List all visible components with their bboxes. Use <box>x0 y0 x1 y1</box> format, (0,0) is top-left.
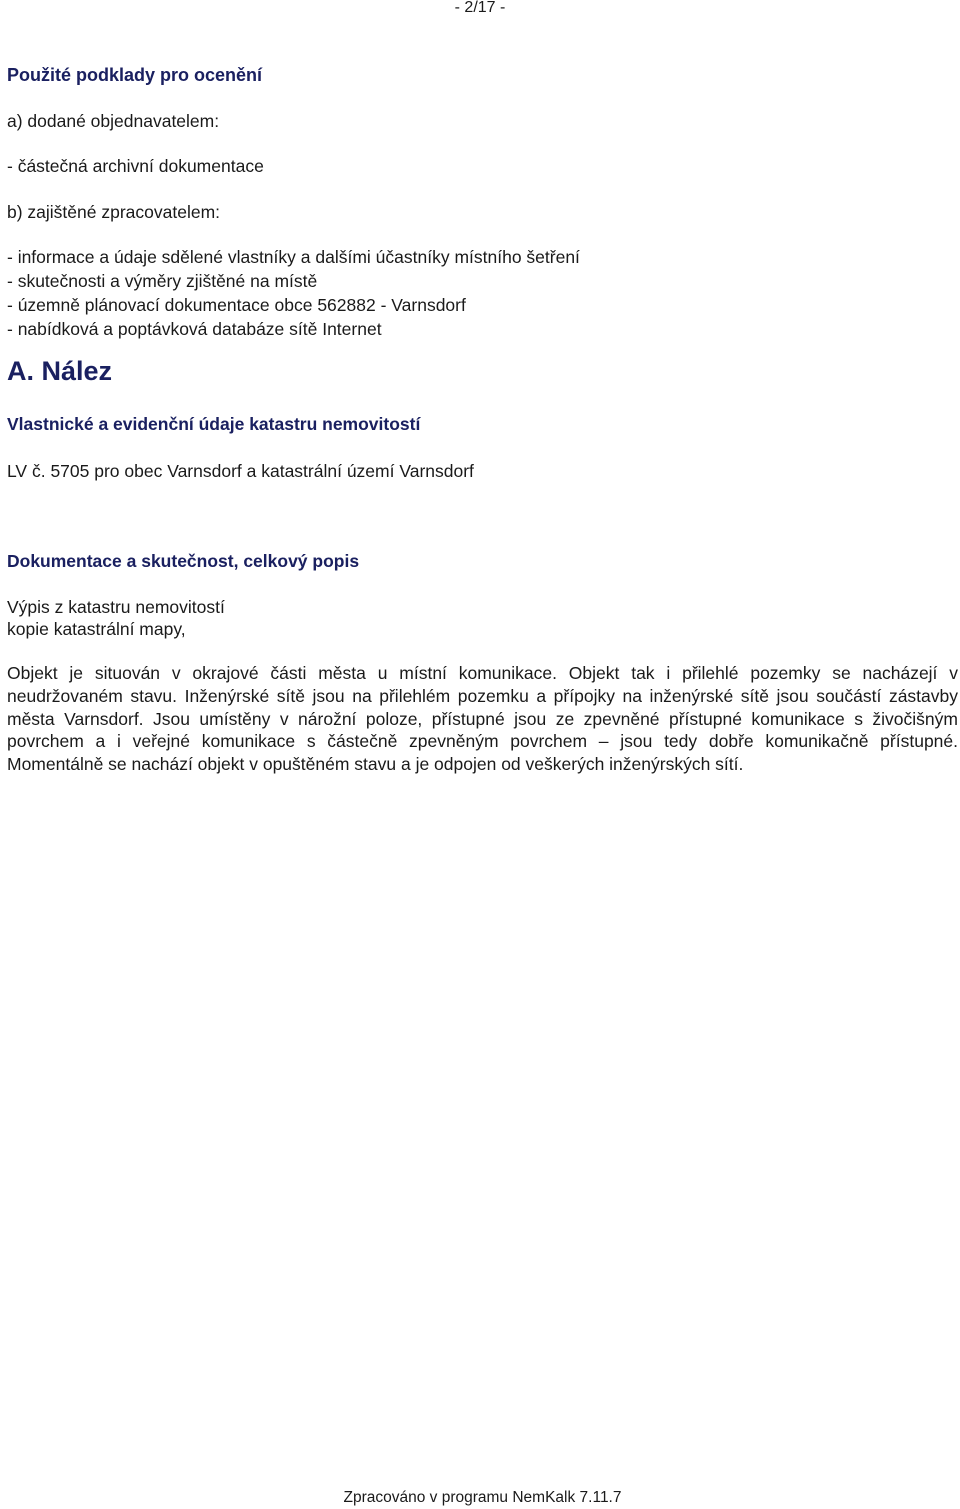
finding-heading: A. Nález <box>7 356 113 386</box>
list-item: - skutečnosti a výměry zjištěné na místě <box>7 271 318 291</box>
obtained-by-processor-label: b) zajištěné zpracovatelem: <box>7 202 221 222</box>
documentation-line: kopie katastrální mapy, <box>7 619 186 639</box>
lv-text: LV č. 5705 pro obec Varnsdorf a katastrální území Varnsdorf <box>7 461 474 481</box>
documentation-title: Dokumentace a skutečnost, celkový popis <box>7 551 360 571</box>
list-item: - územně plánovací dokumentace obce 562882 - Varnsdorf <box>7 295 466 315</box>
obtained-sources-list <box>7 245 580 341</box>
list-item: - částečná archivní dokumentace <box>7 156 264 176</box>
provided-by-client-label: a) dodané objednavatelem: <box>7 111 220 131</box>
list-item: - nabídková a poptávková databáze sítě Internet <box>7 319 382 339</box>
documentation-line: Výpis z katastru nemovitostí <box>7 597 225 617</box>
page-number: - 2/17 - <box>454 0 506 16</box>
cadastre-title: Vlastnické a evidenční údaje katastru nemovitostí <box>7 414 421 434</box>
object-description: Objekt je situován v okrajové části města u místní komunikace. Objekt tak i přilehlé pozemky se nacházejí v neudržovaném stavu. Inženýrské sítě jsou na přilehlém pozemku a přípojky na inženýrské sítě jsou součástí zástavby města Varnsdorf. Jsou umístěny v nárožní poloze, přístupné jsou ze zpevněné přístupné komunikace s živočišným povrchem a i veřejné komunikace s částečně zpevněným povrchem – jsou tedy dobře komunikačně přístupné. Momentálně se nachází objekt v opuštěném stavu a je odpojen od veškerých inženýrských sítí. <box>7 663 958 775</box>
sources-title: Použité podklady pro ocenění <box>7 65 263 85</box>
list-item: - informace a údaje sdělené vlastníky a dalšími účastníky místního šetření <box>7 247 580 267</box>
footer-text: Zpracováno v programu NemKalk 7.11.7 <box>343 1489 622 1506</box>
